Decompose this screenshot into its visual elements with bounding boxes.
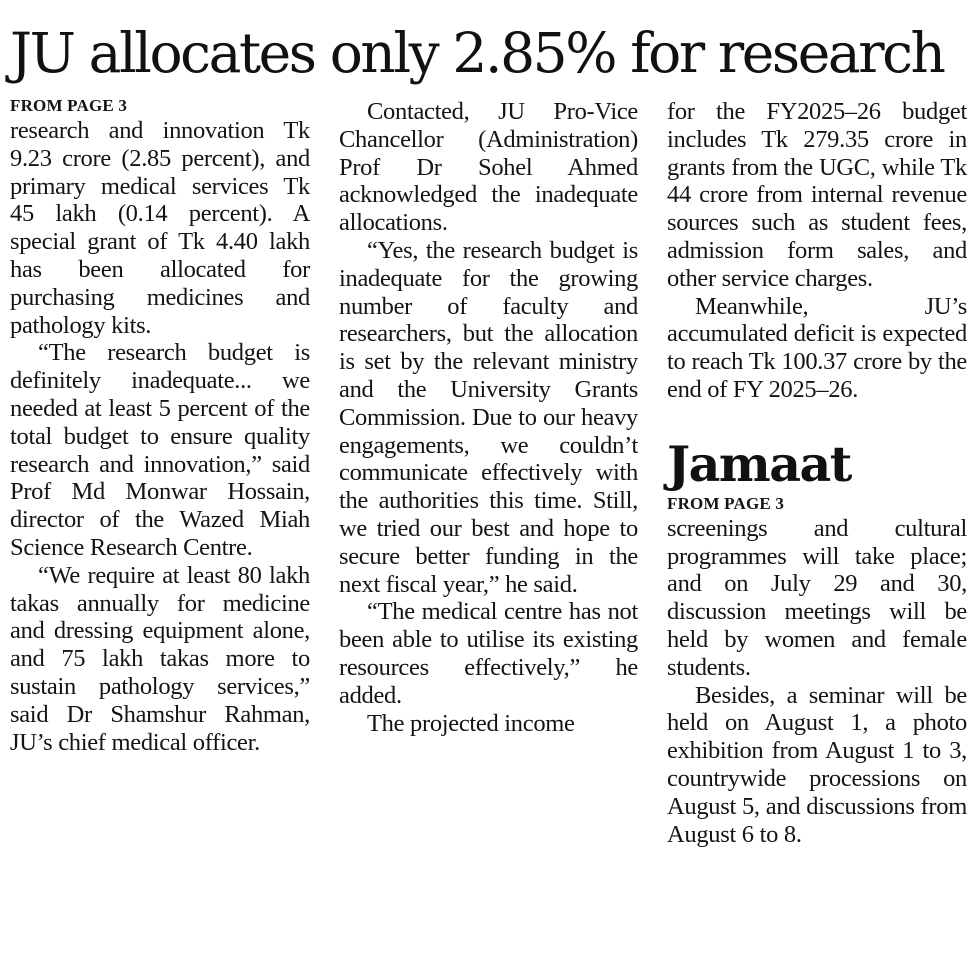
paragraph: Contacted, JU Pro-Vice Chancellor (Administration) Prof Dr Sohel Ahmed acknowledged the inadequate allocations.	[339, 98, 638, 237]
paragraph: for the FY2025–26 budget includes Tk 279.35 crore in grants from the UGC, while Tk 44 crore from internal revenue sources such as student fees, admission form sales, and other service charges.	[667, 98, 967, 292]
jamaat-headline: Jamaat	[667, 434, 851, 493]
jump-label: FROM PAGE 3	[10, 96, 128, 115]
column-2	[339, 98, 638, 737]
jamaat-jump-label: FROM PAGE 3	[667, 493, 785, 513]
paragraph: “The medical centre has not been able to utilise its existing resources effectively,” he added.	[339, 598, 638, 709]
headline: JU allocates only 2.85% for research	[10, 21, 944, 85]
paragraph: “The research budget is definitely inadequate... we needed at least 5 percent of the total budget to ensure quality research and innovation,” said Prof Md Monwar Hossain, director of the Wazed Miah Science Research Centre.	[10, 339, 310, 561]
paragraph: Meanwhile, JU’s accumulated deficit is expected to reach Tk 100.37 crore by the end of FY 2025–26.	[667, 292, 967, 403]
paragraph: Besides, a seminar will be held on August 1, a photo exhibition from August 1 to 3, countrywide processions on August 5, and discussions from August 6 to 8.	[667, 681, 967, 848]
paragraph: “Yes, the research budget is inadequate for the growing number of faculty and researchers, but the allocation is set by the relevant ministry and the University Grants Commission. Due to our heavy engagements, we couldn’t communicate effectively with the authorities this time. Still, we tried our best and hope to secure better funding in the next fiscal year,” he said.	[339, 236, 638, 598]
column-1	[10, 96, 310, 756]
column-3	[667, 98, 967, 848]
paragraph: screenings and cultural programmes will take place; and on July 29 and 30, discussion meetings will be held by women and female students.	[667, 514, 967, 681]
paragraph: research and innovation Tk 9.23 crore (2.85 percent), and primary medical services Tk 45 lakh (0.14 percent). A special grant of Tk 4.40 lakh has been allocated for purchasing medicines and pathology kits.	[10, 117, 310, 339]
paragraph-continued: The projected income	[367, 709, 575, 737]
paragraph: “We require at least 80 lakh takas annually for medicine and dressing equipment alone, and 75 lakh takas more to sustain pathology services,” said Dr Shamshur Rahman, JU’s chief medical officer.	[10, 561, 310, 756]
